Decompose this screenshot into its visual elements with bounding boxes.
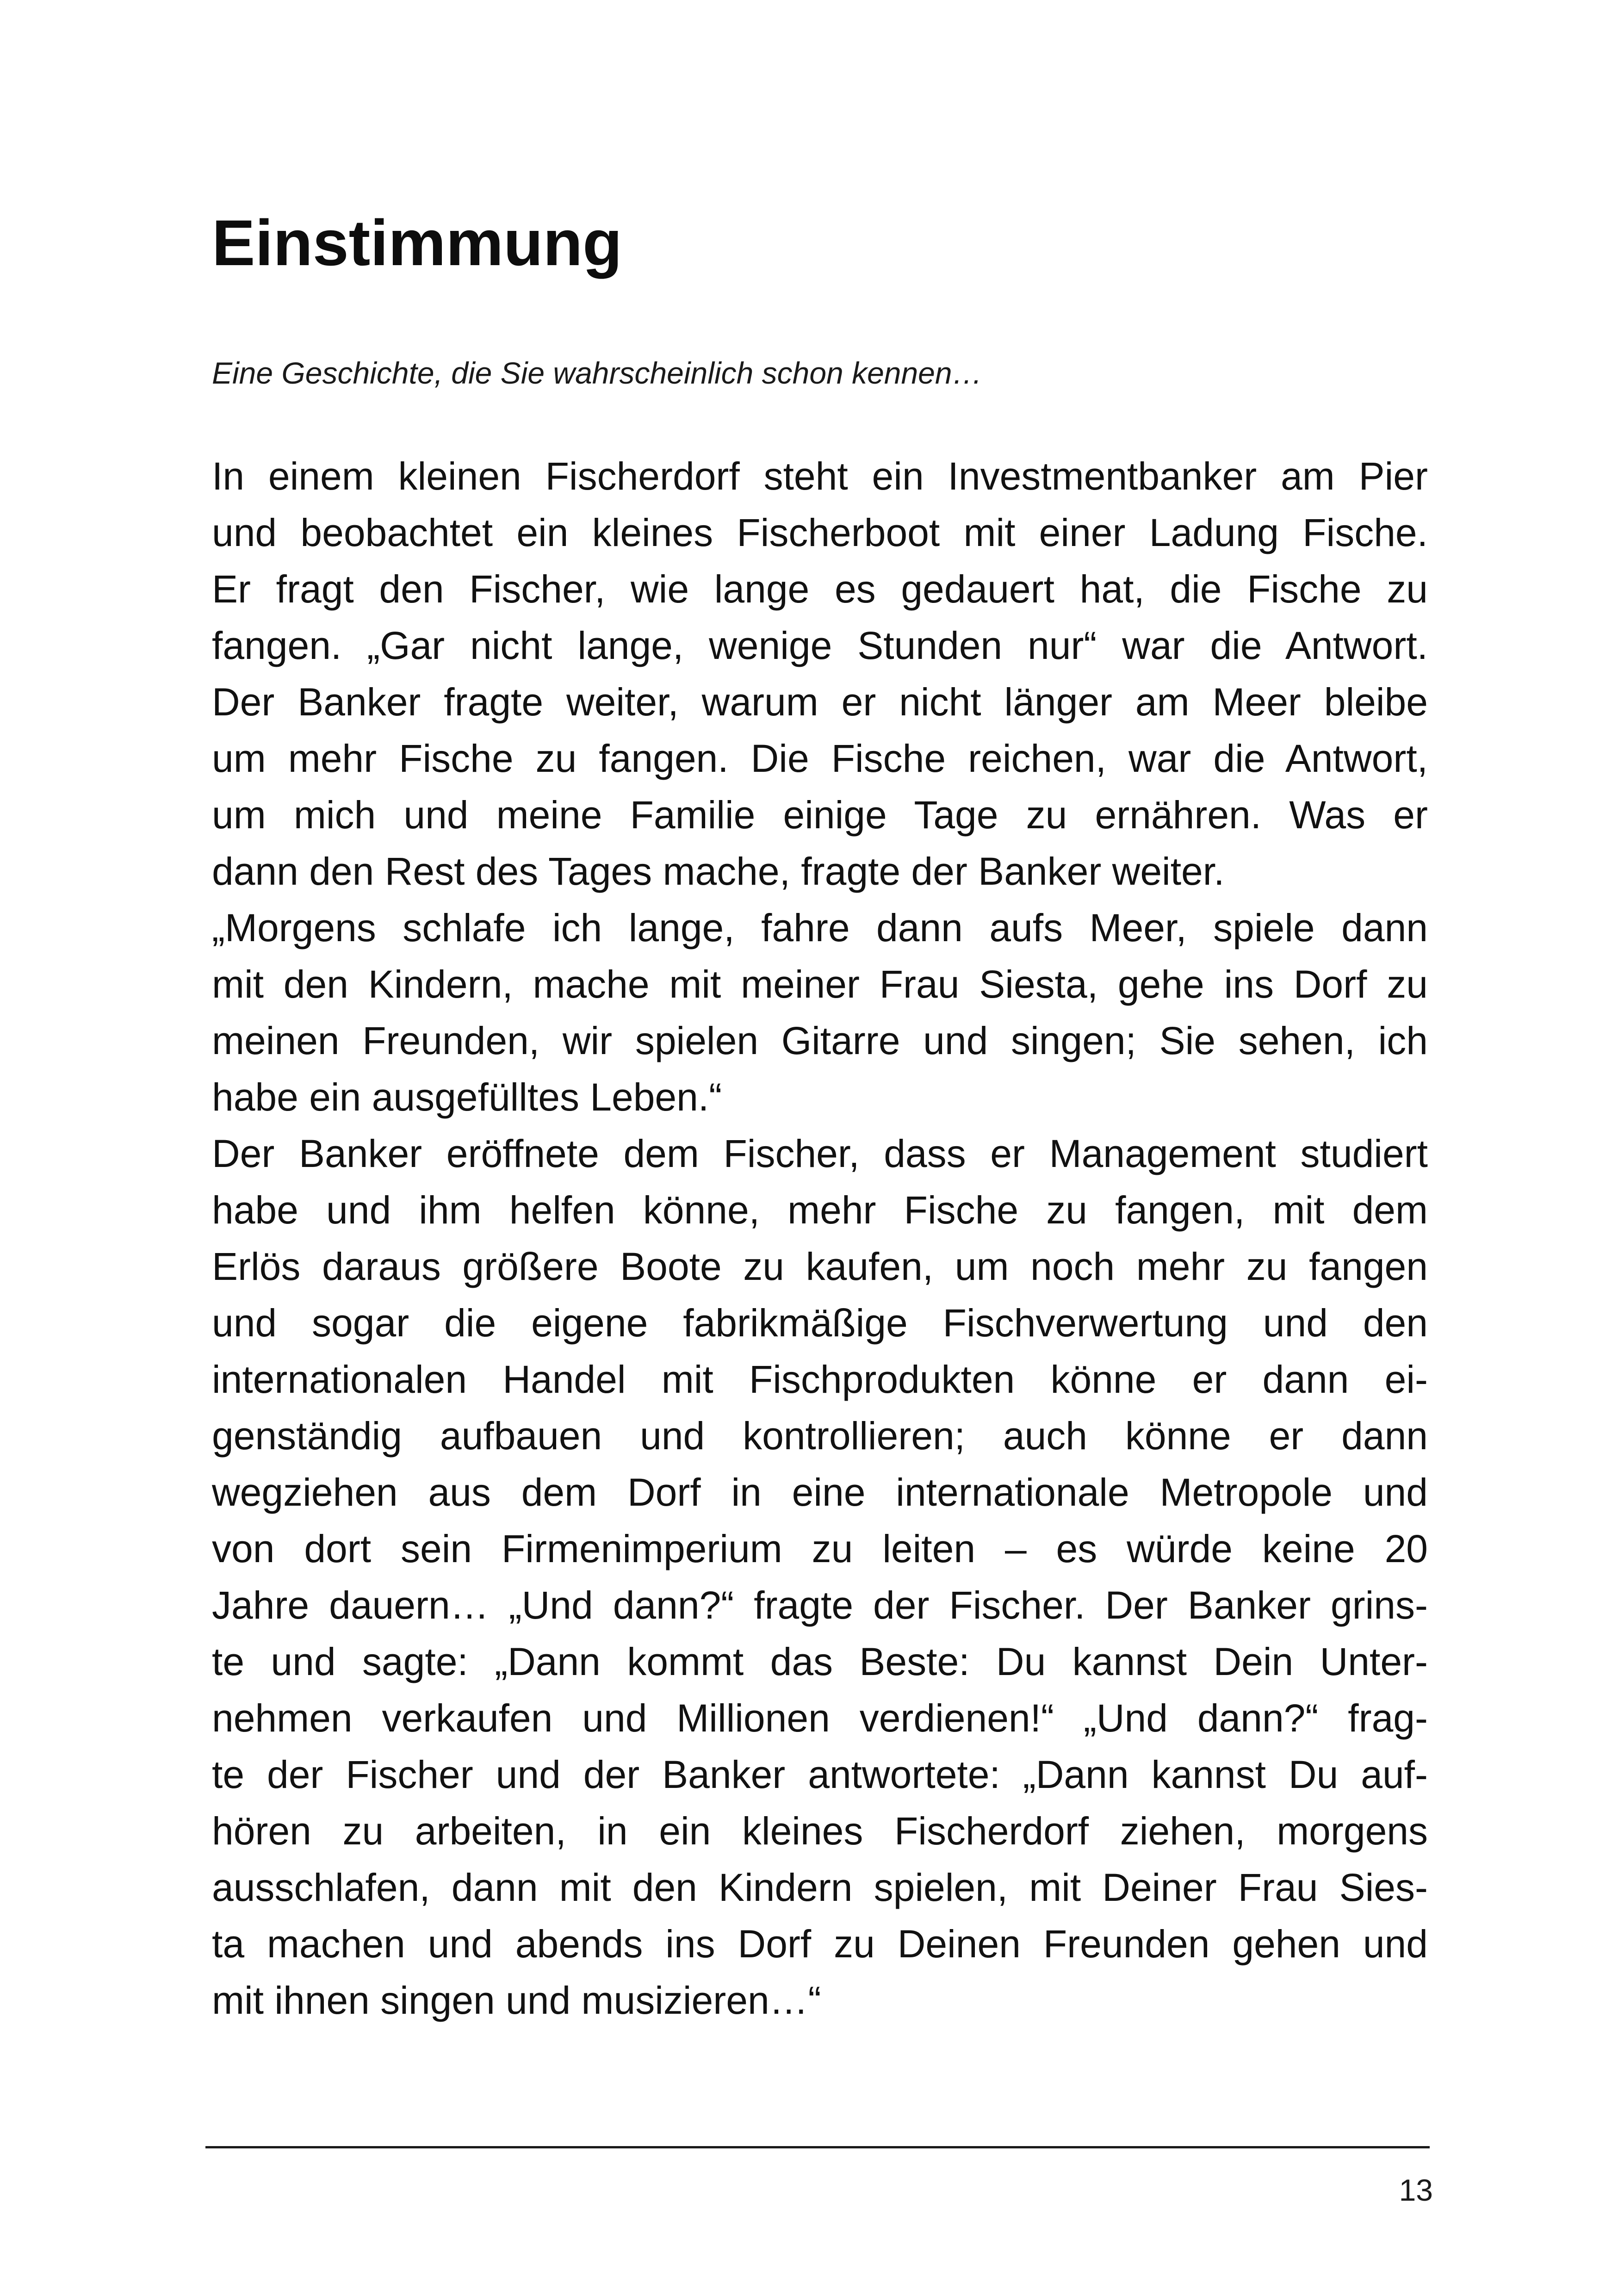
- body-line: Jahre dauern… „Und dann?“ fragte der Fischer. Der Banker grins-: [212, 1583, 1428, 1627]
- body-line: und beobachtet ein kleines Fischerboot mit einer Ladung Fische.: [212, 511, 1428, 554]
- body-line: ta machen und abends ins Dorf zu Deinen Freunden gehen und: [212, 1922, 1428, 1966]
- body-line: habe und ihm helfen könne, mehr Fische zu fangen, mit dem: [212, 1188, 1428, 1232]
- body-line: dann den Rest des Tages mache, fragte der Banker weiter.: [212, 850, 1225, 893]
- body-line: Erlös daraus größere Boote zu kaufen, um noch mehr zu fangen: [212, 1245, 1428, 1288]
- page-title: Einstimmung: [212, 206, 622, 279]
- body-line: ausschlafen, dann mit den Kindern spielen, mit Deiner Frau Sies-: [212, 1866, 1428, 1909]
- body-line: habe ein ausgefülltes Leben.“: [212, 1075, 722, 1119]
- footer-divider: [205, 2146, 1430, 2148]
- body-line: hören zu arbeiten, in ein kleines Fischerdorf ziehen, morgens: [212, 1809, 1428, 1853]
- body-line: und sogar die eigene fabrikmäßige Fischverwertung und den: [212, 1301, 1428, 1345]
- body-text: [212, 448, 1428, 2029]
- body-line: Er fragt den Fischer, wie lange es gedauert hat, die Fische zu: [212, 567, 1428, 611]
- body-line: um mich und meine Familie einige Tage zu ernähren. Was er: [212, 793, 1428, 837]
- body-line: te der Fischer und der Banker antwortete: „Dann kannst Du auf-: [212, 1753, 1428, 1796]
- body-line: Der Banker fragte weiter, warum er nicht länger am Meer bleibe: [212, 680, 1428, 724]
- body-line: „Morgens schlafe ich lange, fahre dann aufs Meer, spiele dann: [212, 906, 1428, 949]
- body-line: fangen. „Gar nicht lange, wenige Stunden nur“ war die Antwort.: [212, 624, 1428, 667]
- body-line: um mehr Fische zu fangen. Die Fische reichen, war die Antwort,: [212, 737, 1428, 780]
- page-number: 13: [1399, 2173, 1433, 2207]
- body-line: von dort sein Firmenimperium zu leiten – es würde keine 20: [212, 1527, 1428, 1570]
- body-line: nehmen verkaufen und Millionen verdienen!“ „Und dann?“ frag-: [212, 1696, 1428, 1740]
- body-line: wegziehen aus dem Dorf in eine internationale Metropole und: [212, 1471, 1428, 1514]
- body-line: te und sagte: „Dann kommt das Beste: Du kannst Dein Unter-: [212, 1640, 1428, 1683]
- body-line: internationalen Handel mit Fischprodukten könne er dann ei-: [212, 1358, 1428, 1401]
- subtitle: Eine Geschichte, die Sie wahrscheinlich schon kennen…: [212, 356, 983, 390]
- body-line: mit ihnen singen und musizieren…“: [212, 1979, 821, 2022]
- body-line: In einem kleinen Fischerdorf steht ein Investmentbanker am Pier: [212, 454, 1428, 498]
- body-line: mit den Kindern, mache mit meiner Frau Siesta, gehe ins Dorf zu: [212, 962, 1428, 1006]
- body-line: meinen Freunden, wir spielen Gitarre und singen; Sie sehen, ich: [212, 1019, 1428, 1062]
- body-line: genständig aufbauen und kontrollieren; auch könne er dann: [212, 1414, 1428, 1458]
- body-line: Der Banker eröffnete dem Fischer, dass er Management studiert: [212, 1132, 1428, 1175]
